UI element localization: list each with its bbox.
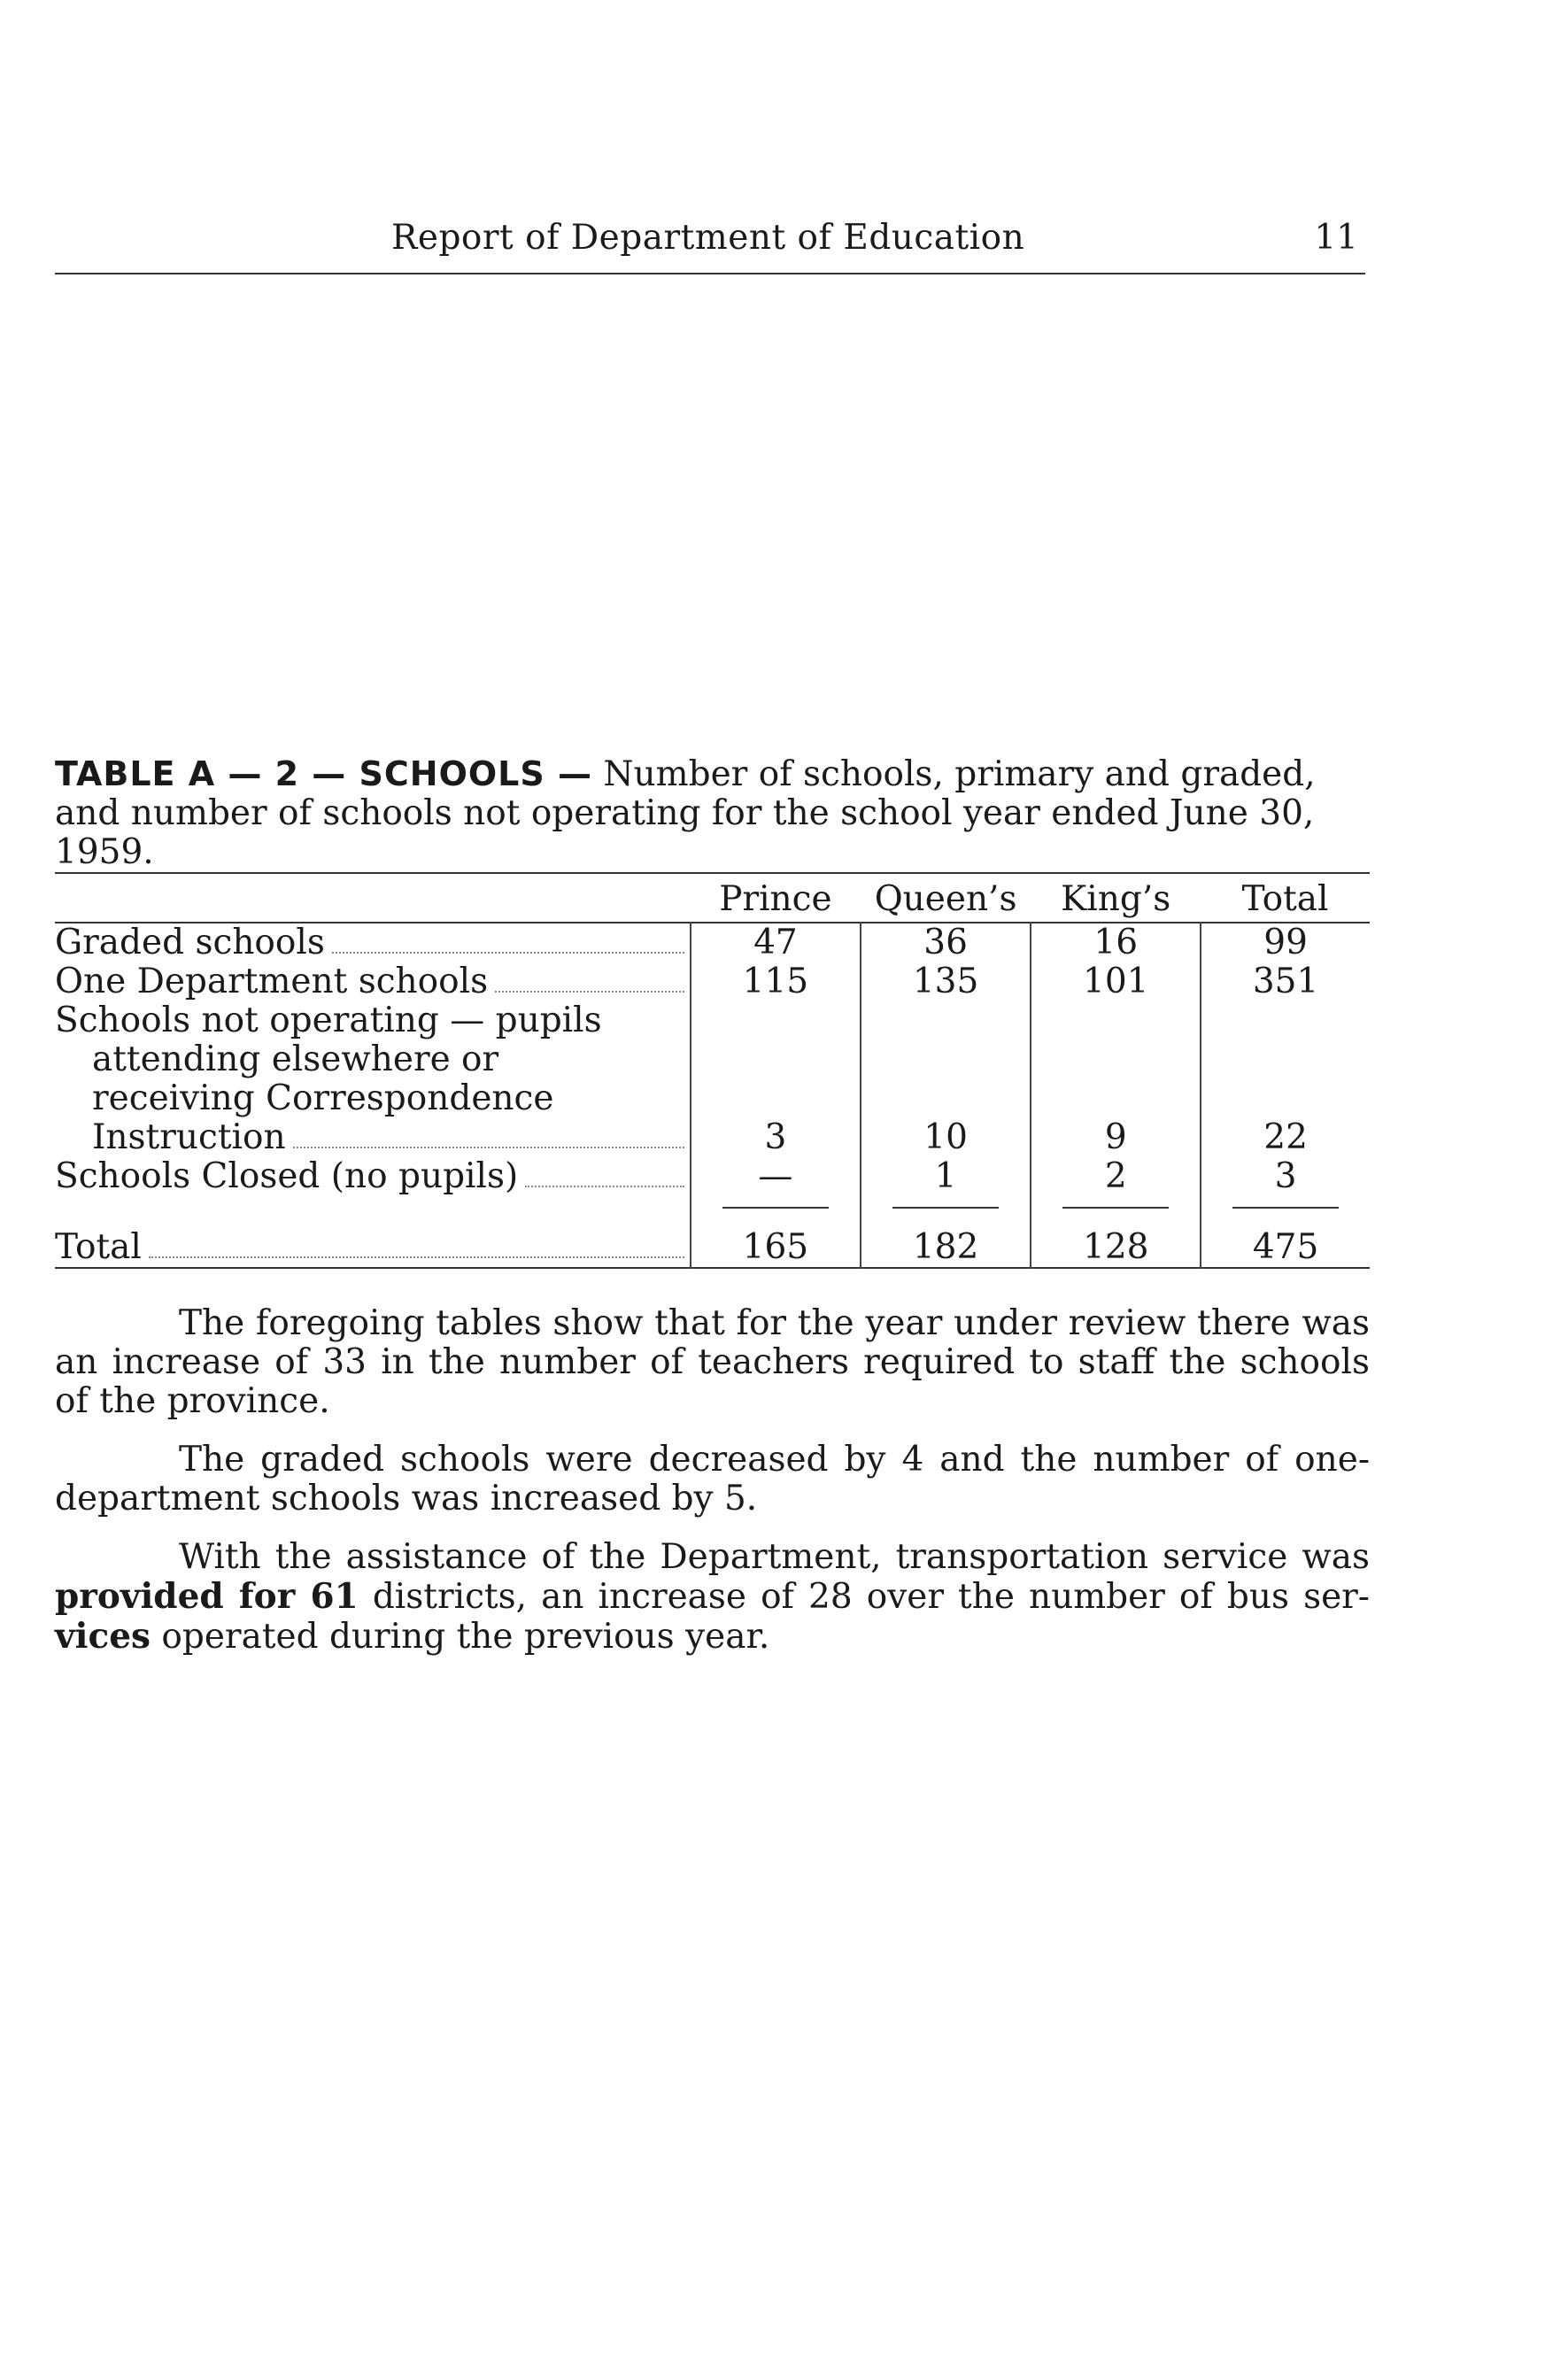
sum-rule-cell	[691, 1196, 861, 1216]
paragraph-bold-text: vices	[55, 1616, 151, 1657]
total-label-text: Total	[55, 1227, 142, 1267]
table-caption-label: TABLE A — 2 — SCHOOLS —	[55, 754, 592, 793]
dot-leader	[495, 991, 684, 993]
table-header-blank	[55, 873, 691, 923]
cell-queens: 36	[861, 923, 1031, 962]
dot-leader	[332, 952, 684, 954]
col-header-kings: King’s	[1061, 878, 1171, 919]
page-number: 11	[1314, 218, 1358, 258]
row-label-text: One Department schools	[55, 962, 489, 1001]
paragraph-text: With the assistance of the Department, transportation service was	[179, 1537, 1370, 1577]
body-paragraph: The graded schools were decreased by 4 and the number of one-department schools was increased by 5.	[55, 1440, 1370, 1518]
table-row	[55, 1001, 1370, 1157]
table-caption	[55, 754, 1365, 872]
sum-rule-cell	[1031, 1196, 1201, 1216]
row-label-line: Instruction	[92, 1117, 286, 1157]
total-kings: 128	[1031, 1216, 1201, 1268]
schools-table	[55, 872, 1370, 1269]
spacer-label	[55, 1196, 691, 1216]
row-label	[55, 962, 691, 1001]
row-label-line: attending elsewhere or	[92, 1039, 499, 1079]
row-label-text: Graded schools	[55, 923, 325, 962]
total-queens: 182	[861, 1216, 1031, 1268]
running-head	[55, 218, 1365, 274]
sum-rule	[892, 1207, 999, 1209]
col-header-total: Total	[1241, 878, 1329, 919]
row-label	[55, 1001, 691, 1157]
body-paragraph	[55, 1538, 1370, 1657]
cell-queens: 10	[861, 1001, 1031, 1157]
sum-rule-cell	[1201, 1196, 1370, 1216]
sum-rule	[722, 1207, 829, 1209]
sum-rule-cell	[861, 1196, 1031, 1216]
cell-total: 3	[1274, 1156, 1297, 1196]
total-total: 475	[1252, 1227, 1319, 1267]
sum-rule	[1062, 1207, 1169, 1209]
cell-kings: 9	[1031, 1001, 1201, 1157]
cell-prince: 47	[691, 923, 861, 962]
paragraph-text: districts, an increase of 28 over the number of bus ser-	[372, 1577, 1370, 1617]
row-label	[55, 923, 691, 962]
sum-rule	[1232, 1207, 1339, 1209]
row-label-line: receiving Correspondence	[92, 1078, 554, 1118]
table-row	[55, 962, 1370, 1001]
cell-prince: —	[691, 1157, 861, 1196]
table-row	[55, 923, 1370, 962]
total-label	[55, 1216, 691, 1268]
dot-leader	[293, 1147, 684, 1148]
cell-queens: 135	[861, 962, 1031, 1001]
cell-total: 351	[1252, 962, 1319, 1001]
paragraph-text: operated during the previous year.	[161, 1617, 770, 1657]
cell-total: 99	[1263, 923, 1308, 962]
table-total-row	[55, 1216, 1370, 1268]
cell-kings: 16	[1031, 923, 1201, 962]
row-label	[55, 1157, 691, 1196]
cell-kings: 2	[1031, 1157, 1201, 1196]
table-caption-text: Number of schools, primary and graded, and number of schools not operating for the school year ended June 30, 1959.	[55, 754, 1316, 872]
col-header-queens: Queen’s	[874, 878, 1017, 919]
running-head-title: Report of Department of Education	[391, 218, 1025, 258]
dot-leader	[525, 1186, 684, 1187]
row-label-text: Schools Closed (no pupils)	[55, 1156, 519, 1196]
cell-prince: 115	[691, 962, 861, 1001]
cell-kings: 101	[1031, 962, 1201, 1001]
cell-total: 22	[1263, 1117, 1308, 1157]
row-label-line: Schools not operating — pupils	[55, 1001, 602, 1040]
table-row	[55, 1157, 1370, 1196]
col-header-prince: Prince	[719, 878, 832, 919]
dot-leader	[149, 1256, 684, 1258]
body-paragraph: The foregoing tables show that for the year under review there was an increase of 33 in the number of teachers required to staff the schools of the province.	[55, 1303, 1370, 1421]
paragraph-bold-text: provided for 61	[55, 1576, 359, 1617]
total-prince: 165	[691, 1216, 861, 1268]
cell-queens: 1	[861, 1157, 1031, 1196]
table-spacer-row	[55, 1196, 1370, 1216]
cell-prince: 3	[691, 1001, 861, 1157]
table-header-row	[55, 873, 1370, 923]
